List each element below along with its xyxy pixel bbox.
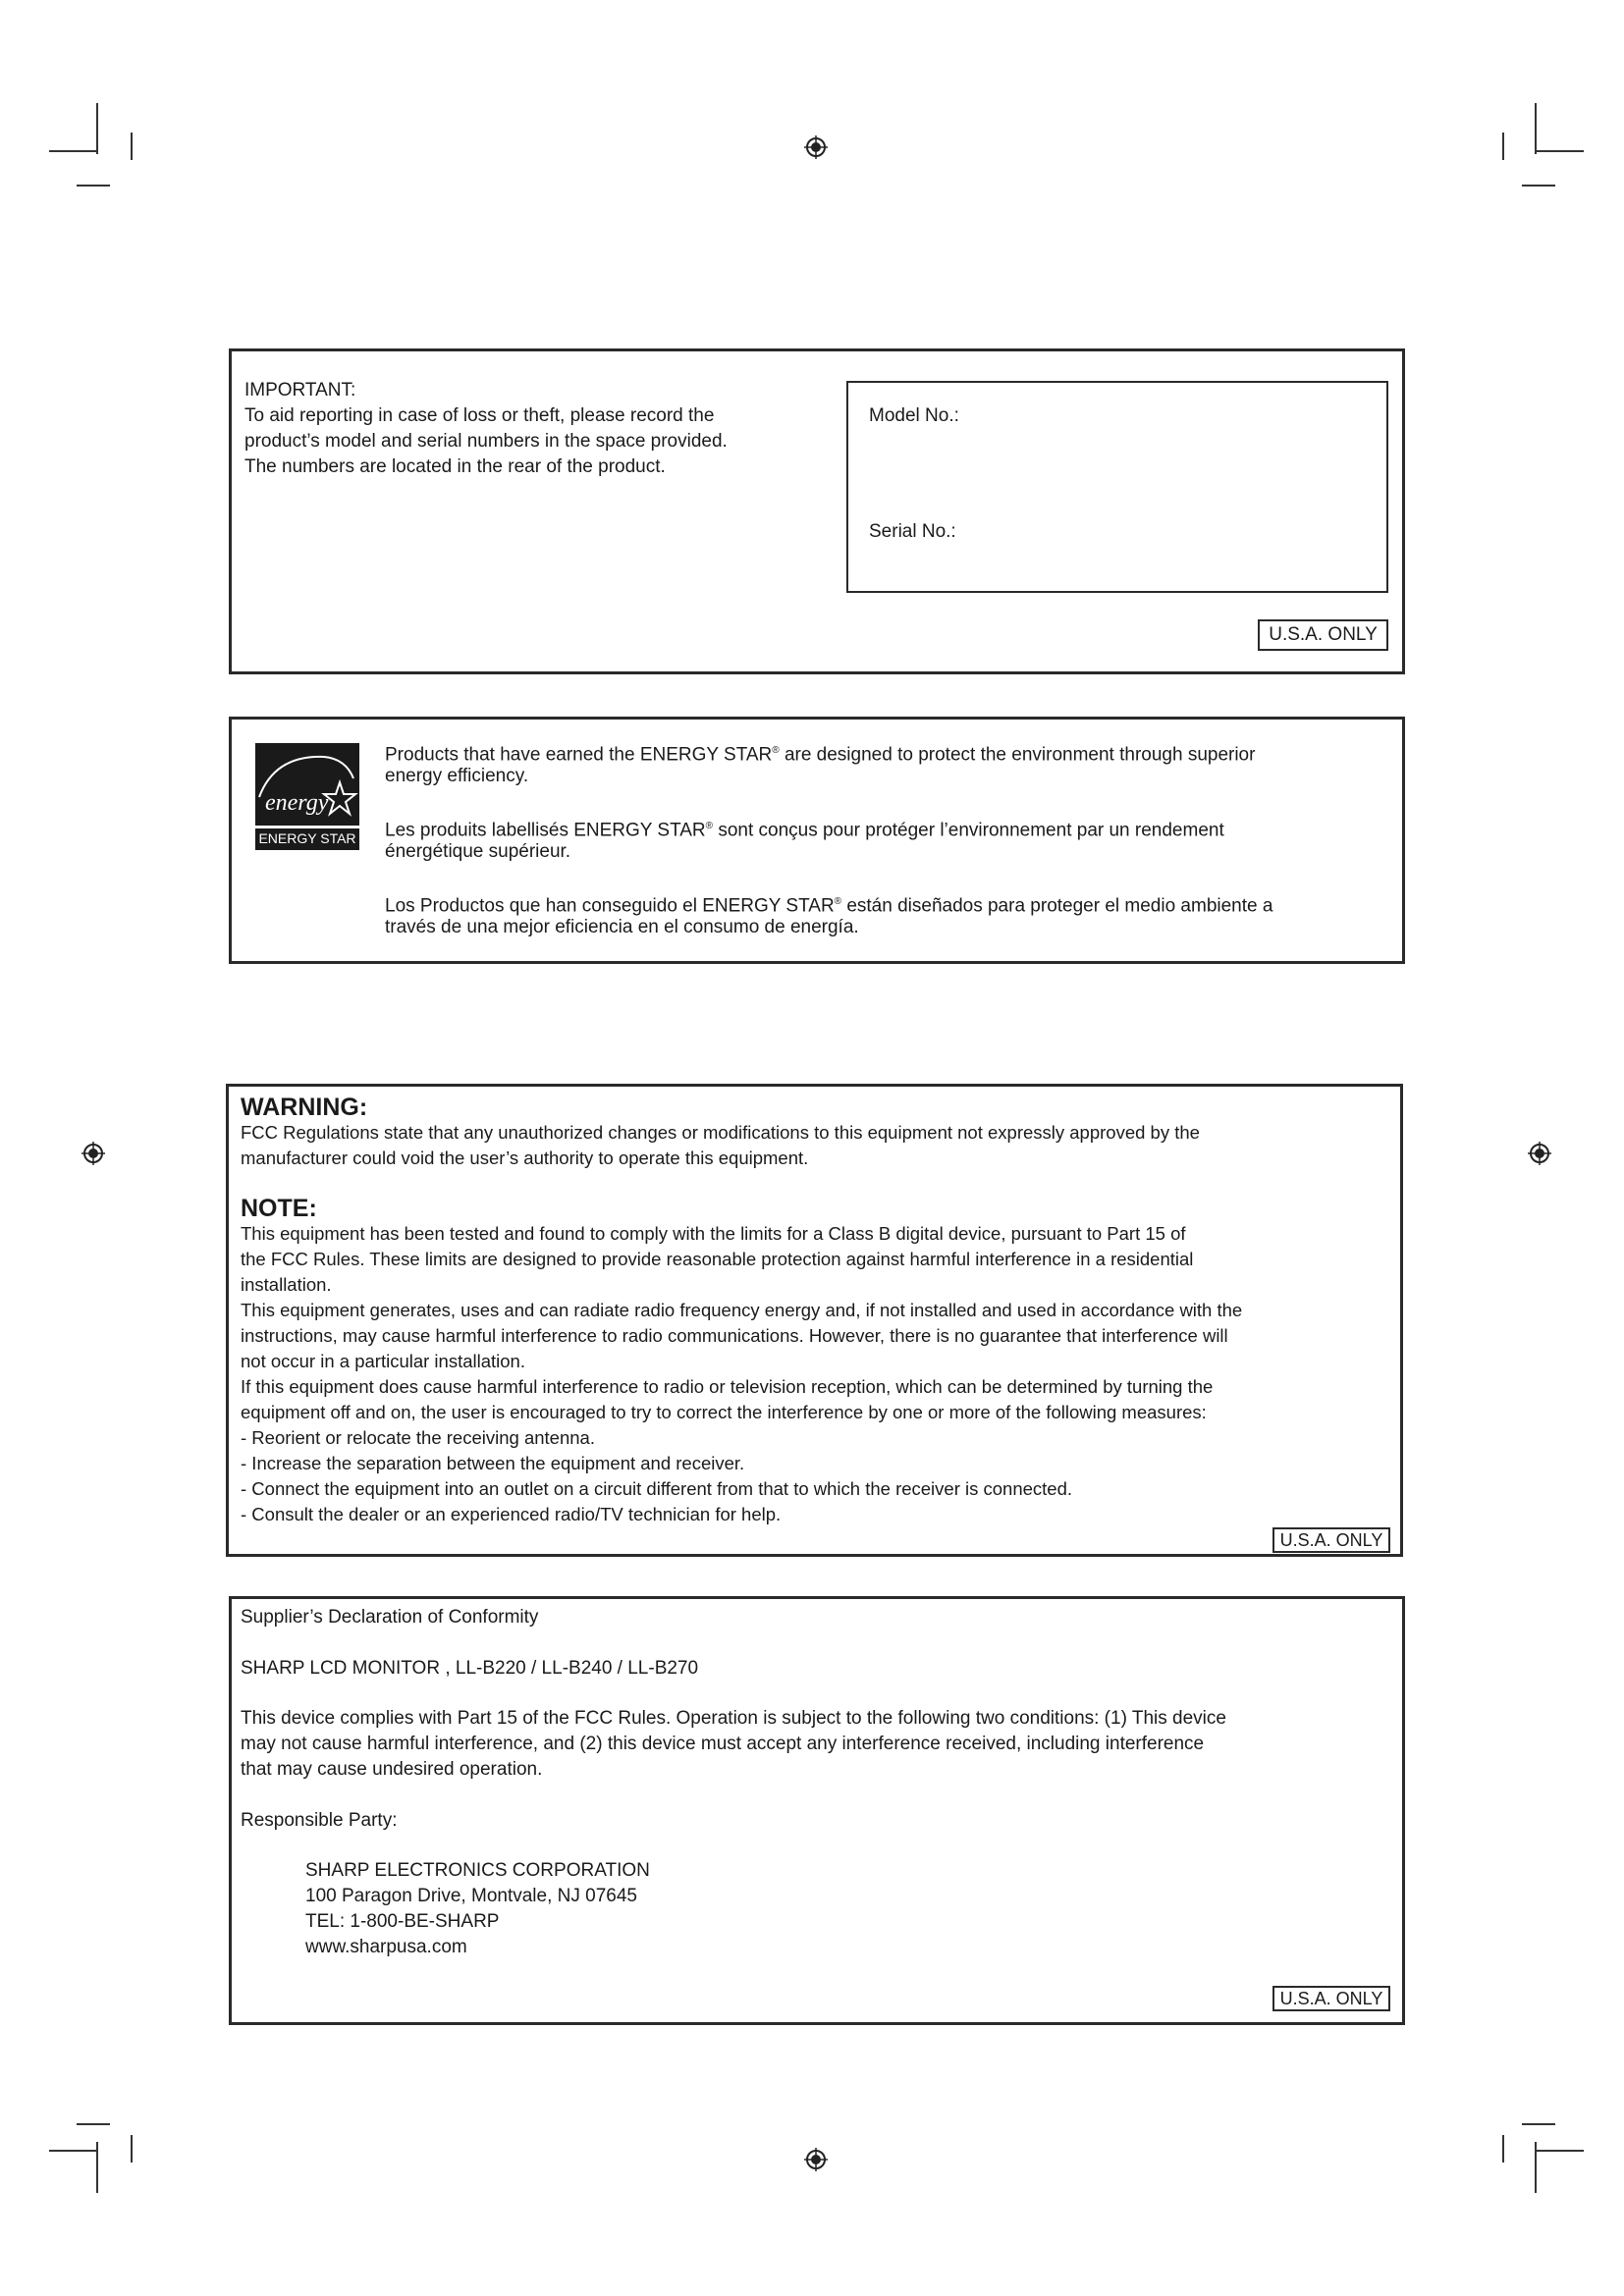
fcc-text-line: not occur in a particular installation. (241, 1351, 525, 1371)
fcc-text-line: manufacturer could void the user’s authority to operate this equipment. (241, 1148, 809, 1168)
crop-mark (96, 103, 98, 154)
sdoc-compliance-line: that may cause undesired operation. (241, 1759, 543, 1780)
responsible-party-label: Responsible Party: (241, 1810, 398, 1831)
fcc-text-line: the FCC Rules. These limits are designed to provide reasonable protection against harmful interference in a residential (241, 1249, 1194, 1269)
warning-heading: WARNING: (241, 1094, 368, 1121)
usa-only-badge: U.S.A. ONLY (1272, 1986, 1390, 2011)
crop-mark (1502, 133, 1504, 160)
energy-fr-text: énergétique supérieur. (385, 841, 571, 862)
fcc-text-line: instructions, may cause harmful interference to radio communications. However, there is no guarantee that interference will (241, 1325, 1228, 1346)
note-heading: NOTE: (241, 1195, 317, 1222)
energy-star-icon (255, 743, 359, 828)
important-heading: IMPORTANT: (244, 380, 356, 400)
energy-en-text: Products that have earned the ENERGY STAR® are designed to protect the environment through superior (385, 744, 1256, 766)
important-line: The numbers are located in the rear of the product. (244, 456, 666, 477)
fcc-text-line: FCC Regulations state that any unauthorized changes or modifications to this equipment not expressly approved by the (241, 1122, 1200, 1143)
fcc-text-line: If this equipment does cause harmful interference to radio or television reception, which can be determined by turning the (241, 1376, 1214, 1397)
crop-mark (49, 2150, 98, 2152)
registration-mark-icon (804, 135, 828, 159)
fcc-text-line: This equipment has been tested and found to comply with the limits for a Class B digital device, pursuant to Part 15 of (241, 1223, 1186, 1244)
fcc-text-line: This equipment generates, uses and can radiate radio frequency energy and, if not installed and used in accordance with the (241, 1300, 1243, 1320)
crop-mark (1535, 150, 1584, 152)
energy-es-text: Los Productos que han conseguido el ENERGY STAR® están diseñados para proteger el medio ambiente a (385, 895, 1273, 917)
fcc-text-line: - Consult the dealer or an experienced radio/TV technician for help. (241, 1504, 782, 1524)
registration-mark-icon (1528, 1142, 1551, 1165)
registration-mark-icon (804, 2148, 828, 2171)
crop-mark (1522, 2123, 1555, 2125)
fcc-text-line: installation. (241, 1274, 332, 1295)
energy-es-text: través de una mejor eficiencia en el consumo de energía. (385, 917, 859, 937)
registration-mark-icon (81, 1142, 105, 1165)
crop-mark (131, 133, 133, 160)
crop-mark (1535, 2150, 1584, 2152)
company-website[interactable]: www.sharpusa.com (305, 1937, 467, 1957)
energy-star-logo (255, 743, 359, 850)
svg-text:energy: energy (265, 790, 329, 816)
sdoc-compliance-line: This device complies with Part 15 of the FCC Rules. Operation is subject to the following two conditions: (1) This device (241, 1708, 1226, 1729)
crop-mark (77, 185, 110, 187)
usa-only-badge: U.S.A. ONLY (1272, 1527, 1390, 1553)
crop-mark (1522, 185, 1555, 187)
fcc-text-line: equipment off and on, the user is encouraged to try to correct the interference by one or more of the following measures: (241, 1402, 1207, 1422)
fcc-text-line: - Increase the separation between the equipment and receiver. (241, 1453, 745, 1473)
fcc-text-line: - Connect the equipment into an outlet on a circuit different from that to which the receiver is connected. (241, 1478, 1073, 1499)
energy-en-text: energy efficiency. (385, 766, 529, 786)
crop-mark (49, 150, 98, 152)
sdoc-compliance-line: may not cause harmful interference, and (2) this device must accept any interference received, including interference (241, 1734, 1205, 1754)
serial-number-label: Serial No.: (869, 521, 956, 542)
important-line: product’s model and serial numbers in the space provided. (244, 431, 728, 452)
important-line: To aid reporting in case of loss or theft, please record the (244, 405, 715, 426)
crop-mark (131, 2135, 133, 2163)
sdoc-product: SHARP LCD MONITOR , LL-B220 / LL-B240 / LL-B270 (241, 1658, 699, 1679)
model-number-label: Model No.: (869, 405, 959, 426)
usa-only-badge: U.S.A. ONLY (1258, 619, 1388, 651)
crop-mark (77, 2123, 110, 2125)
crop-mark (1502, 2135, 1504, 2163)
crop-mark (1535, 103, 1537, 154)
company-phone: TEL: 1-800-BE-SHARP (305, 1911, 500, 1932)
company-name: SHARP ELECTRONICS CORPORATION (305, 1860, 650, 1881)
energy-star-logo-label: ENERGY STAR (255, 826, 359, 848)
fcc-text-line: - Reorient or relocate the receiving antenna. (241, 1427, 595, 1448)
sdoc-title: Supplier’s Declaration of Conformity (241, 1607, 539, 1628)
energy-fr-text: Les produits labellisés ENERGY STAR® sont conçus pour protéger l’environnement par un rendement (385, 820, 1224, 841)
company-address: 100 Paragon Drive, Montvale, NJ 07645 (305, 1886, 637, 1906)
